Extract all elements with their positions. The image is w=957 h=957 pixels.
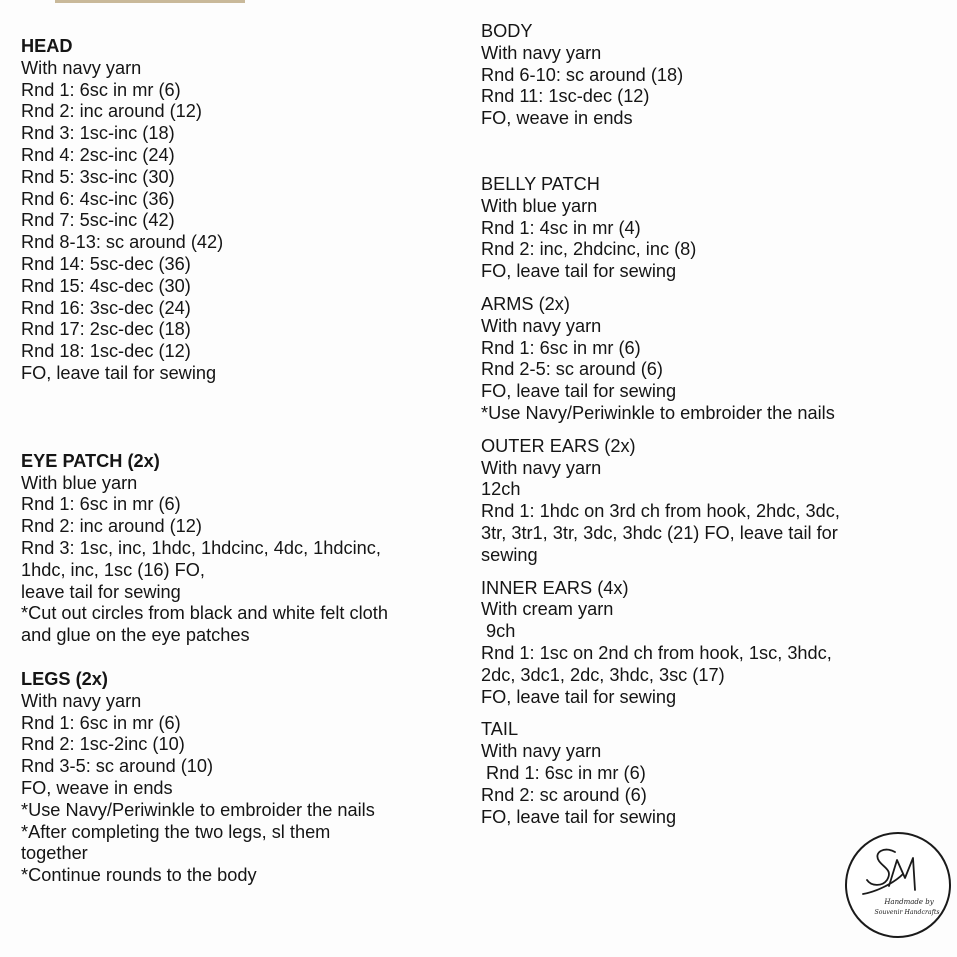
- pattern-line: Rnd 1: 6sc in mr (6): [21, 494, 181, 515]
- pattern-line: Rnd 1: 1hdc on 3rd ch from hook, 2hdc, 3dc,: [481, 501, 840, 522]
- section-arms: [481, 294, 951, 425]
- pattern-line: Rnd 7: 5sc-inc (42): [21, 210, 175, 231]
- pattern-line: FO, weave in ends: [21, 777, 173, 798]
- pattern-line: With navy yarn: [21, 690, 142, 711]
- pattern-line: Rnd 1: 4sc in mr (4): [481, 217, 641, 238]
- logo-ring: [846, 833, 950, 937]
- pattern-line: Rnd 11: 1sc-dec (12): [481, 86, 650, 107]
- section-title: ARMS (2x): [481, 293, 570, 314]
- section-legs: [21, 669, 461, 887]
- pattern-line: Rnd 3: 1sc-inc (18): [21, 123, 175, 144]
- brand-logo-icon: [843, 830, 953, 940]
- section-outer-ears: [481, 436, 951, 567]
- section-title: BODY: [481, 21, 533, 41]
- pattern-line: With navy yarn: [21, 57, 142, 78]
- section-spacer: [21, 647, 461, 669]
- section-title: OUTER EARS (2x): [481, 435, 636, 456]
- logo-line-2: Souvenir Handcrafts: [874, 909, 940, 916]
- pattern-line: Rnd 6: 4sc-inc (36): [21, 188, 175, 209]
- pattern-line: Rnd 17: 2sc-dec (18): [21, 319, 191, 340]
- section-title: HEAD: [21, 36, 73, 56]
- logo-line-1: Handmade by: [884, 898, 934, 906]
- pattern-line: Rnd 1: 6sc in mr (6): [21, 79, 181, 100]
- section-title: INNER EARS (4x): [481, 577, 629, 598]
- section-inner-ears: [481, 578, 951, 709]
- pattern-line: 2dc, 3dc1, 2dc, 3hdc, 3sc (17): [481, 664, 725, 685]
- pattern-line: Rnd 2: inc around (12): [21, 101, 202, 122]
- section-title: LEGS (2x): [21, 668, 108, 689]
- pattern-line: Rnd 6-10: sc around (18): [481, 64, 684, 85]
- section-title: BELLY PATCH: [481, 173, 600, 194]
- pattern-line: Rnd 2: inc, 2hdcinc, inc (8): [481, 239, 697, 260]
- section-eye-patch: [21, 451, 461, 647]
- section-belly-patch: [481, 174, 951, 283]
- pattern-line: Rnd 4: 2sc-inc (24): [21, 144, 175, 165]
- pattern-line: Rnd 5: 3sc-inc (30): [21, 166, 175, 187]
- pattern-line: Rnd 1: 1sc on 2nd ch from hook, 1sc, 3hdc,: [481, 642, 832, 663]
- pattern-line: *Use Navy/Periwinkle to embroider the nails: [481, 402, 835, 423]
- section-body: [481, 21, 951, 130]
- pattern-line: Rnd 16: 3sc-dec (24): [21, 297, 191, 318]
- pattern-line: Rnd 2: 1sc-2inc (10): [21, 734, 185, 755]
- pattern-line: Rnd 8-13: sc around (42): [21, 232, 224, 253]
- pattern-line: *Use Navy/Periwinkle to embroider the nails: [21, 799, 375, 820]
- left-column: [21, 36, 461, 887]
- pattern-line: FO, leave tail for sewing: [481, 686, 677, 707]
- section-spacer: [481, 283, 951, 294]
- pattern-line: *Continue rounds to the body: [21, 865, 257, 886]
- pattern-line: Rnd 18: 1sc-dec (12): [21, 341, 191, 362]
- pattern-line: With navy yarn: [481, 315, 602, 336]
- section-title: TAIL: [481, 719, 519, 740]
- pattern-line: Rnd 2: sc around (6): [481, 784, 647, 805]
- pattern-line: *Cut out circles from black and white felt cloth: [21, 603, 388, 624]
- pattern-line: Rnd 15: 4sc-dec (30): [21, 275, 191, 296]
- section-spacer: [481, 130, 951, 174]
- pattern-line: With blue yarn: [481, 195, 598, 216]
- pattern-line: With navy yarn: [481, 457, 602, 478]
- pattern-line: FO, leave tail for sewing: [21, 362, 217, 383]
- pattern-line: Rnd 2-5: sc around (6): [481, 359, 663, 380]
- pattern-line: Rnd 1: 6sc in mr (6): [481, 762, 646, 783]
- section-title: EYE PATCH (2x): [21, 450, 160, 471]
- pattern-line: sewing: [481, 544, 538, 565]
- pattern-line: leave tail for sewing: [21, 581, 181, 602]
- pattern-line: Rnd 3: 1sc, inc, 1hdc, 1hdcinc, 4dc, 1hdcinc,: [21, 537, 381, 558]
- pattern-line: With cream yarn: [481, 599, 614, 620]
- pattern-line: Rnd 1: 6sc in mr (6): [21, 712, 181, 733]
- section-spacer: [481, 567, 951, 578]
- pattern-line: FO, weave in ends: [481, 108, 633, 129]
- top-edge-strip: [55, 0, 245, 3]
- pattern-line: 1hdc, inc, 1sc (16) FO,: [21, 559, 205, 580]
- pattern-line: Rnd 3-5: sc around (10): [21, 756, 214, 777]
- section-spacer: [21, 385, 461, 451]
- right-column: [481, 21, 951, 828]
- pattern-line: Rnd 14: 5sc-dec (36): [21, 253, 191, 274]
- pattern-line: 12ch: [481, 479, 521, 500]
- pattern-line: Rnd 1: 6sc in mr (6): [481, 337, 641, 358]
- pattern-line: 9ch: [481, 621, 516, 642]
- section-head: [21, 36, 461, 385]
- section-tail: [481, 719, 951, 828]
- section-spacer: [481, 708, 951, 719]
- pattern-line: *After completing the two legs, sl them: [21, 821, 331, 842]
- pattern-line: 3tr, 3tr1, 3tr, 3dc, 3hdc (21) FO, leave tail for: [481, 522, 838, 543]
- pattern-line: FO, leave tail for sewing: [481, 261, 677, 282]
- pattern-line: With blue yarn: [21, 472, 138, 493]
- pattern-line: together: [21, 843, 88, 864]
- pattern-line: FO, leave tail for sewing: [481, 381, 677, 402]
- pattern-line: FO, leave tail for sewing: [481, 806, 677, 827]
- pattern-line: With navy yarn: [481, 741, 602, 762]
- pattern-line: and glue on the eye patches: [21, 625, 250, 646]
- pattern-line: With navy yarn: [481, 42, 602, 63]
- pattern-line: Rnd 2: inc around (12): [21, 516, 202, 537]
- section-spacer: [481, 425, 951, 436]
